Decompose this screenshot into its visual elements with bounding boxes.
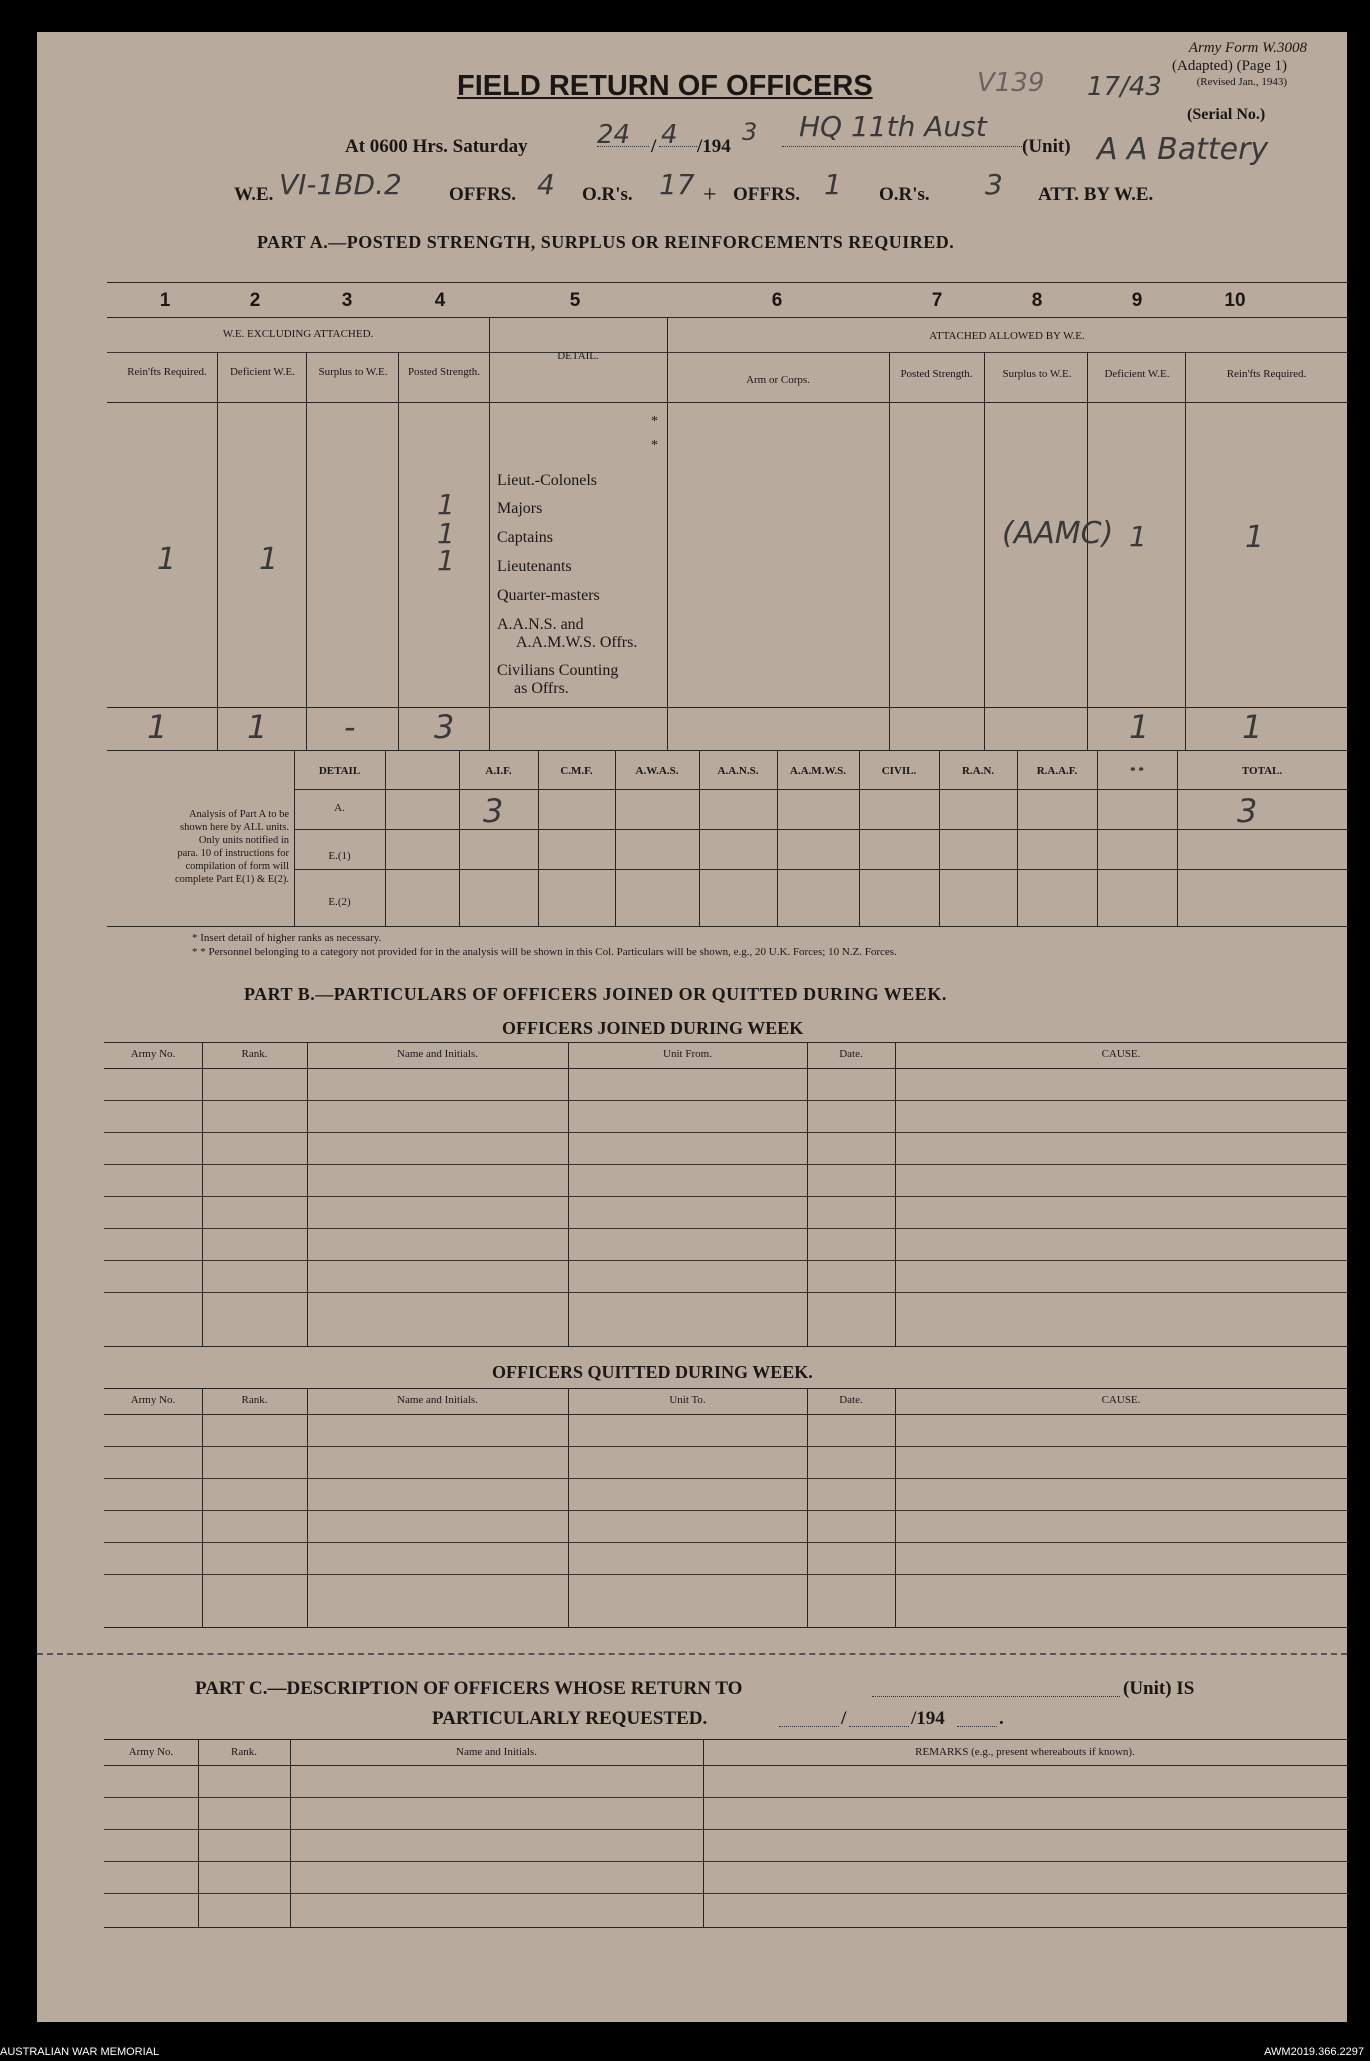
total-col10: 1 bbox=[1242, 708, 1263, 746]
date-day-line bbox=[597, 146, 649, 147]
analysis-col-civil: CIVIL. bbox=[881, 765, 917, 777]
col1-value: 1 bbox=[157, 542, 177, 577]
serial-handwritten: 17/43 bbox=[1087, 72, 1162, 102]
posted-header: Posted Strength. bbox=[407, 366, 481, 378]
analysis-row-e2: E.(2) bbox=[328, 896, 351, 908]
arm-header: Arm or Corps. bbox=[746, 374, 810, 386]
offrs2-label: OFFRS. bbox=[733, 184, 801, 205]
analysis-detail: DETAIL bbox=[318, 765, 361, 777]
analysis-col-ran: R.A.N. bbox=[961, 765, 995, 777]
col-num-9: 9 bbox=[1131, 290, 1143, 311]
rank-civilians: Civilians Counting bbox=[497, 662, 619, 679]
serial-label: (Serial No.) bbox=[1187, 106, 1266, 123]
army-form-label: Army Form W.3008 bbox=[1188, 40, 1307, 56]
rank-qm: Quarter-masters bbox=[497, 587, 600, 604]
ors-value: 17 bbox=[659, 168, 695, 201]
unit-handwritten-1: HQ 11th Aust bbox=[799, 110, 987, 143]
analysis-row-a: A. bbox=[334, 802, 345, 814]
analysis-col-other: * * bbox=[1130, 765, 1144, 777]
asterisk-1: * bbox=[651, 414, 658, 429]
joined-col-unit-from: Unit From. bbox=[663, 1048, 712, 1060]
part-b-heading: PART B.—PARTICULARS OF OFFICERS JOINED OR QUITTED DURING WEEK. bbox=[244, 984, 947, 1004]
quitted-heading: OFFICERS QUITTED DURING WEEK. bbox=[492, 1362, 813, 1382]
rank-lt-col: Lieut.-Colonels bbox=[497, 472, 597, 489]
rank-captains: Captains bbox=[497, 529, 553, 546]
quitted-col-date: Date. bbox=[839, 1394, 863, 1406]
part-c-unit-line bbox=[872, 1696, 1120, 1697]
analysis-col-aans: A.A.N.S. bbox=[717, 765, 759, 777]
part-c-col-rank: Rank. bbox=[231, 1746, 257, 1758]
reinfts-header: Rein'fts Required. bbox=[127, 366, 207, 378]
part-c-line2: PARTICULARLY REQUESTED. bbox=[432, 1708, 708, 1729]
ors2-value: 3 bbox=[985, 168, 1003, 201]
reinfts2-header: Rein'fts Required. bbox=[1226, 368, 1307, 380]
analysis-note: Analysis of Part A to be shown here by ALL units. Only units notified in para. 10 of instructions for compilation of form will complete Part E(1) & E(2). bbox=[174, 809, 289, 885]
part-a-heading: PART A.—POSTED STRENGTH, SURPLUS OR REINFORCEMENTS REQUIRED. bbox=[257, 232, 955, 252]
form-sheet: Army Form W.3008 (Adapted) (Page 1) (Revised Jan., 1943) 17/43 (Serial No.) V139 FIELD RETURN OF OFFICERS At 0600 Hrs. Saturday 24 / 4 /194 3 HQ 11th Aust (Unit) A A Battery W.E. VI-1BD.2 OFFRS. 4 O.R's. 17 + OFFRS. 1 O.R's. 3 ATT. BY W.E. PART A.—POSTED STRENGTH, SURPLUS OR REINFORCEMENTS REQUIRED. 1 2 3 4 5 6 7 8 9 10 W.E. EXCLUDING ATTACHED. DETAIL. ATTACHED ALLOWED BY W.E. Rein'fts Required. Deficient W.E. Surplus to W.E. Posted Strength. Arm or Corps. Posted Strength. Surplus to W.E. Deficient W.E. Rein'fts Required. * * Lieut.-Colonels Majors Captains Lieutenants Quarter-masters A.A.N.S. and A.A.M.W.S. Offrs. Civilians Counting as Offrs. 1 1 1 1 1 (AAMC) 1 1 1 1 - 3 1 1 DETAIL A.I.F. C.M.F. A.W.A.S. A.A.N.S. A.A.M.W.S. CIVIL. R.A.N. R.A.A.F. * * TOTAL. A. E.(1) E.(2) 3 3 Analysis of Part A to be shown here by ALL units. Only units notified in para. 10 of instructions for compilation of form will complete Part E(1) & E(2). * Insert detail of higher ranks as necessary. * * Personnel belonging to a category not provided for in the analysis will be shown in this Col. Particulars will be shown, e.g., 20 U.K. Forces; 10 N.Z. Forces. PART B.—PARTICULARS OF OFFICERS JOINED OR QUITTED DURING WEEK. OFFICERS JOINED DURING WEEK Army No. Rank. Name and Initials. Unit From. Date. CAUSE. OFFICERS QUITTED DURING WEEK. Army No. Rank. Name and Initials. Unit To. Date. CAUSE. PART C.—DESCRIPTION OF OFFICERS WHOSE RETURN TO (Unit) IS PARTICULARLY REQUESTED. / /194 . Army No. Rank. Name and Initials. REMARKS (e.g., present whereabouts if known). bbox=[37, 32, 1347, 2022]
offrs-value: 4 bbox=[537, 168, 555, 201]
at-label: At 0600 Hrs. Saturday bbox=[345, 136, 528, 157]
col-num-5: 5 bbox=[569, 290, 581, 311]
we-value: VI-1BD.2 bbox=[279, 168, 402, 201]
total-col4: 3 bbox=[434, 708, 455, 746]
plus-sign: + bbox=[703, 182, 717, 208]
we-excluding-header: W.E. EXCLUDING ATTACHED. bbox=[222, 328, 374, 340]
col4-lieutenants: 1 bbox=[437, 544, 455, 577]
date-month: 4 bbox=[661, 120, 678, 150]
joined-col-date: Date. bbox=[839, 1048, 863, 1060]
col2-value: 1 bbox=[259, 542, 279, 577]
col-num-1: 1 bbox=[159, 290, 171, 311]
form-title: FIELD RETURN OF OFFICERS bbox=[457, 70, 873, 102]
part-c-unit-is: (Unit) IS bbox=[1123, 1678, 1195, 1699]
deficient-header: Deficient W.E. bbox=[229, 366, 296, 378]
joined-col-name: Name and Initials. bbox=[397, 1048, 478, 1060]
year-suffix: 3 bbox=[742, 118, 758, 146]
offrs2-value: 1 bbox=[824, 168, 842, 201]
ref-handwritten: V139 bbox=[977, 68, 1045, 98]
col-num-8: 8 bbox=[1031, 290, 1043, 311]
rank-majors: Majors bbox=[497, 500, 543, 517]
joined-heading: OFFICERS JOINED DURING WEEK bbox=[502, 1018, 804, 1038]
year-prefix: /194 bbox=[697, 136, 731, 157]
analysis-total-a: 3 bbox=[1237, 792, 1258, 830]
rank-lieutenants: Lieutenants bbox=[497, 558, 572, 575]
quitted-col-unit-to: Unit To. bbox=[669, 1394, 706, 1406]
analysis-col-total: TOTAL. bbox=[1241, 765, 1283, 777]
col4-majors: 1 bbox=[437, 488, 455, 521]
unit-line bbox=[782, 146, 1022, 147]
rank-as-offrs: as Offrs. bbox=[514, 680, 569, 697]
detail-header: DETAIL. bbox=[557, 350, 599, 362]
rank-aans: A.A.N.S. and bbox=[497, 616, 584, 633]
col10-value: 1 bbox=[1245, 520, 1265, 555]
posted2-header: Posted Strength. bbox=[900, 368, 973, 380]
rank-aamws: A.A.M.W.S. Offrs. bbox=[516, 634, 638, 651]
analysis-col-aamws: A.A.M.W.S. bbox=[789, 765, 847, 777]
part-c-heading: PART C.—DESCRIPTION OF OFFICERS WHOSE RETURN TO bbox=[195, 1678, 743, 1699]
total-col3: - bbox=[344, 708, 356, 746]
analysis-row-e1: E.(1) bbox=[328, 850, 351, 862]
adapted-label: (Adapted) (Page 1) bbox=[1172, 58, 1287, 74]
total-col9: 1 bbox=[1129, 708, 1150, 746]
part-c-col-army-no: Army No. bbox=[128, 1746, 174, 1758]
part-c-col-remarks: REMARKS (e.g., present whereabouts if known). bbox=[915, 1746, 1135, 1758]
joined-col-cause: CAUSE. bbox=[1101, 1048, 1141, 1060]
col-num-10: 10 bbox=[1224, 290, 1246, 311]
we-label: W.E. bbox=[234, 184, 274, 205]
quitted-col-rank: Rank. bbox=[241, 1394, 268, 1406]
date-day: 24 bbox=[597, 120, 631, 150]
offrs-label: OFFRS. bbox=[449, 184, 517, 205]
col-num-4: 4 bbox=[434, 290, 446, 311]
analysis-col-awas: A.W.A.S. bbox=[635, 765, 679, 777]
surplus2-header: Surplus to W.E. bbox=[1002, 368, 1072, 380]
col4-captains: 1 bbox=[437, 517, 455, 550]
att-label: ATT. BY W.E. bbox=[1038, 184, 1154, 205]
footer-right: AWM2019.366.2297 bbox=[1264, 2046, 1364, 2058]
quitted-col-name: Name and Initials. bbox=[397, 1394, 478, 1406]
ors-label: O.R's. bbox=[582, 184, 633, 205]
joined-col-rank: Rank. bbox=[241, 1048, 268, 1060]
part-c-col-name: Name and Initials. bbox=[456, 1746, 537, 1758]
deficient2-header: Deficient W.E. bbox=[1104, 368, 1170, 380]
footer-left: AUSTRALIAN WAR MEMORIAL bbox=[0, 2046, 160, 2058]
date-month-line bbox=[659, 146, 697, 147]
footnote-2: * * Personnel belonging to a category not provided for in the analysis will be shown in this Col. Particulars will be shown, e.g., 20 U.K. Forces; 10 N.Z. Forces. bbox=[192, 946, 897, 958]
analysis-col-aif: A.I.F. bbox=[485, 765, 512, 777]
col9-value: 1 bbox=[1129, 520, 1147, 553]
unit-label: (Unit) bbox=[1022, 136, 1071, 157]
unit-handwritten-2: A A Battery bbox=[1097, 132, 1269, 167]
quitted-col-army-no: Army No. bbox=[130, 1394, 176, 1406]
col-num-2: 2 bbox=[249, 290, 261, 311]
part-c-year: /194 bbox=[911, 1708, 945, 1729]
total-col2: 1 bbox=[247, 708, 268, 746]
attached-header: ATTACHED ALLOWED BY W.E. bbox=[929, 330, 1085, 342]
total-col1: 1 bbox=[147, 708, 168, 746]
revised-label: (Revised Jan., 1943) bbox=[1196, 76, 1287, 88]
quitted-col-cause: CAUSE. bbox=[1101, 1394, 1141, 1406]
asterisk-2: * bbox=[651, 438, 658, 453]
analysis-col-cmf: C.M.F. bbox=[560, 765, 593, 777]
footnote-1: * Insert detail of higher ranks as necessary. bbox=[192, 932, 382, 944]
tear-line bbox=[37, 1653, 1347, 1655]
analysis-col-raaf: R.A.A.F. bbox=[1036, 765, 1078, 777]
col-num-3: 3 bbox=[341, 290, 353, 311]
col-num-6: 6 bbox=[771, 290, 783, 311]
col-num-7: 7 bbox=[931, 290, 943, 311]
surplus-header: Surplus to W.E. bbox=[318, 366, 388, 378]
analysis-aif-a: 3 bbox=[483, 792, 504, 830]
ors2-label: O.R's. bbox=[879, 184, 930, 205]
col8-note: (AAMC) bbox=[1002, 516, 1114, 551]
joined-col-army-no: Army No. bbox=[130, 1048, 176, 1060]
